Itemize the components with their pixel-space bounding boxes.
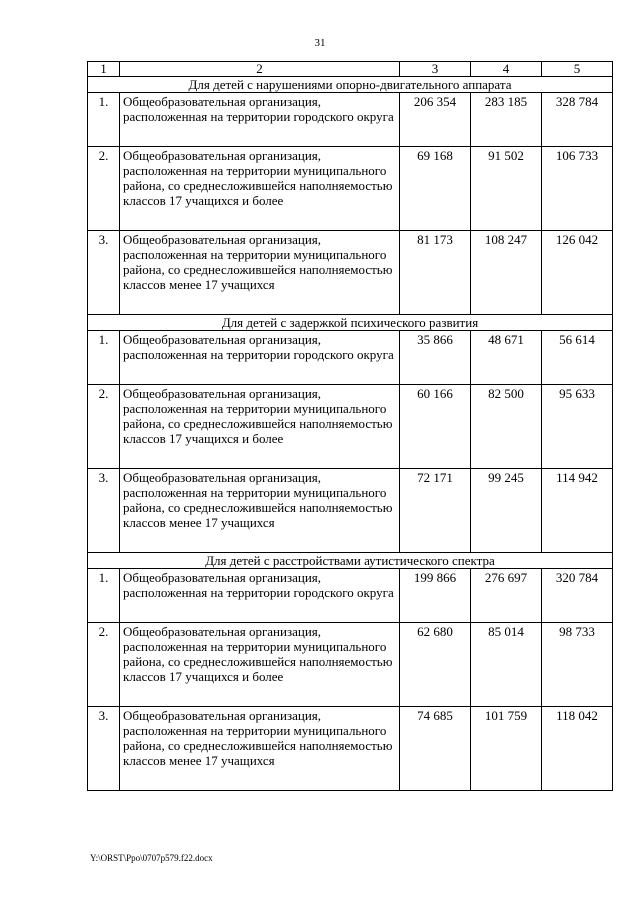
row-value-col-3: 199 866: [400, 569, 471, 623]
section-header-row: [88, 553, 613, 569]
row-value-col-3: 35 866: [400, 331, 471, 385]
row-description: Общеобразовательная организация, расположенная на территории муниципального района, со среднесложившейся наполняемостью классов 17 учащихся и более: [120, 623, 400, 707]
table-row: [88, 93, 613, 147]
row-value-col-3: 62 680: [400, 623, 471, 707]
row-value-col-4: 48 671: [471, 331, 542, 385]
row-number: 3.: [88, 707, 120, 791]
tariff-table: [87, 61, 613, 791]
row-value-col-4: 276 697: [471, 569, 542, 623]
row-value-col-5: 320 784: [542, 569, 613, 623]
row-description: Общеобразовательная организация, расположенная на территории городского округа: [120, 331, 400, 385]
row-number: 1.: [88, 93, 120, 147]
row-value-col-5: 95 633: [542, 385, 613, 469]
row-value-col-4: 283 185: [471, 93, 542, 147]
row-value-col-5: 106 733: [542, 147, 613, 231]
row-value-col-3: 81 173: [400, 231, 471, 315]
row-value-col-5: 56 614: [542, 331, 613, 385]
row-number: 3.: [88, 469, 120, 553]
row-number: 1.: [88, 331, 120, 385]
row-number: 2.: [88, 385, 120, 469]
row-value-col-4: 82 500: [471, 385, 542, 469]
table-body: [88, 62, 613, 791]
row-number: 3.: [88, 231, 120, 315]
row-value-col-4: 99 245: [471, 469, 542, 553]
row-value-col-3: 74 685: [400, 707, 471, 791]
header-col-2: 2: [120, 62, 400, 77]
header-col-4: 4: [471, 62, 542, 77]
row-value-col-5: 98 733: [542, 623, 613, 707]
row-number: 2.: [88, 147, 120, 231]
row-value-col-4: 101 759: [471, 707, 542, 791]
row-description: Общеобразовательная организация, расположенная на территории муниципального района, со среднесложившейся наполняемостью классов менее 17 учащихся: [120, 469, 400, 553]
table-row: [88, 231, 613, 315]
header-row: [88, 62, 613, 77]
row-value-col-3: 72 171: [400, 469, 471, 553]
row-value-col-5: 114 942: [542, 469, 613, 553]
row-description: Общеобразовательная организация, расположенная на территории городского округа: [120, 93, 400, 147]
row-number: 2.: [88, 623, 120, 707]
row-value-col-4: 91 502: [471, 147, 542, 231]
table-row: [88, 331, 613, 385]
row-description: Общеобразовательная организация, расположенная на территории муниципального района, со среднесложившейся наполняемостью классов менее 17 учащихся: [120, 231, 400, 315]
row-value-col-5: 328 784: [542, 93, 613, 147]
section-title: Для детей с расстройствами аутистического спектра: [88, 553, 613, 569]
table-row: [88, 707, 613, 791]
row-description: Общеобразовательная организация, расположенная на территории муниципального района, со среднесложившейся наполняемостью классов менее 17 учащихся: [120, 707, 400, 791]
row-value-col-3: 206 354: [400, 93, 471, 147]
table-row: [88, 569, 613, 623]
header-col-5: 5: [542, 62, 613, 77]
section-title: Для детей с задержкой психического развития: [88, 315, 613, 331]
table-row: [88, 623, 613, 707]
row-description: Общеобразовательная организация, расположенная на территории городского округа: [120, 569, 400, 623]
table-row: [88, 469, 613, 553]
page-number: 31: [314, 37, 326, 49]
section-title: Для детей с нарушениями опорно-двигательного аппарата: [88, 77, 613, 93]
row-value-col-3: 69 168: [400, 147, 471, 231]
row-description: Общеобразовательная организация, расположенная на территории муниципального района, со среднесложившейся наполняемостью классов 17 учащихся и более: [120, 147, 400, 231]
row-number: 1.: [88, 569, 120, 623]
table-row: [88, 147, 613, 231]
row-value-col-5: 118 042: [542, 707, 613, 791]
header-col-3: 3: [400, 62, 471, 77]
row-value-col-4: 108 247: [471, 231, 542, 315]
file-path-footer: Y:\ORST\Ppo\0707p579.f22.docx: [90, 853, 213, 863]
section-header-row: [88, 315, 613, 331]
row-value-col-5: 126 042: [542, 231, 613, 315]
section-header-row: [88, 77, 613, 93]
row-description: Общеобразовательная организация, расположенная на территории муниципального района, со среднесложившейся наполняемостью классов 17 учащихся и более: [120, 385, 400, 469]
table-row: [88, 385, 613, 469]
row-value-col-3: 60 166: [400, 385, 471, 469]
row-value-col-4: 85 014: [471, 623, 542, 707]
header-col-1: 1: [88, 62, 120, 77]
